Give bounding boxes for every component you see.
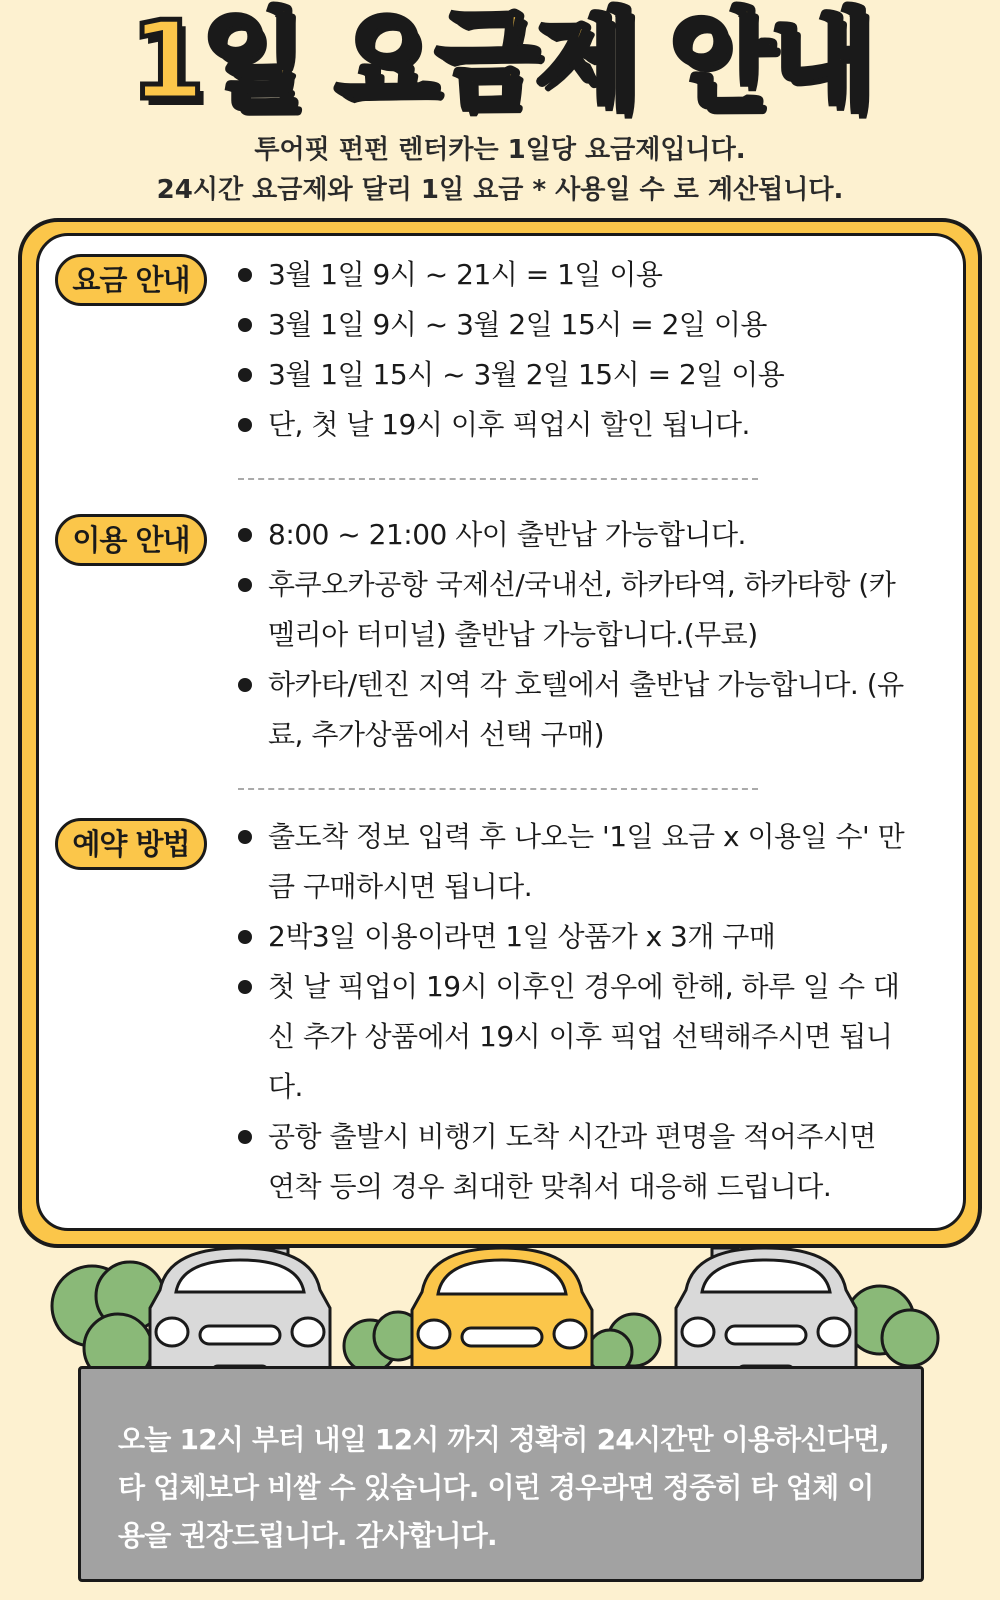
section-divider [238,478,758,480]
list-item: 3월 1일 15시 ~ 3월 2일 15시 = 2일 이용 [230,350,910,400]
list-item: 2박3일 이용이라면 1일 상품가 x 3개 구매 [230,912,910,962]
page-subtitle [0,130,1000,210]
subtitle-line-2: 24시간 요금제와 달리 1일 요금 * 사용일 수 로 계산됩니다. [156,175,844,205]
booking-method-badge: 예약 방법 [55,818,207,870]
usage-info-badge: 이용 안내 [55,514,207,566]
bullet-icon [238,368,252,382]
bush-icon [52,1262,164,1382]
notice-text: 오늘 12시 부터 내일 12시 까지 정확히 24시간만 이용하신다면, 타 업체보다 비쌀 수 있습니다. 이런 경우라면 정중히 타 업체 이용을 권장드립니다. 감사합니다. [118,1423,889,1552]
list-item: 첫 날 픽업이 19시 이후인 경우에 한해, 하루 일 수 대신 추가 상품에서 19시 이후 픽업 선택해주시면 됩니다. [230,962,910,1112]
bullet-icon [238,418,252,432]
booking-method-list [230,812,910,1212]
bullet-icon [238,528,252,542]
fee-info-list [230,250,910,450]
bullet-icon [238,930,252,944]
list-item: 후쿠오카공항 국제선/국내선, 하카타역, 하카타항 (카멜리아 터미널) 출반납 가능합니다.(무료) [230,560,910,660]
subtitle-line-1: 투어핏 펀펀 렌터카는 1일당 요금제입니다. [254,135,746,165]
bullet-icon [238,830,252,844]
bullet-icon [238,578,252,592]
bush-icon [344,1312,422,1372]
list-item: 8:00 ~ 21:00 사이 출반납 가능합니다. [230,510,910,560]
bush-icon [846,1286,938,1366]
bush-icon [588,1314,660,1374]
list-item: 출도착 정보 입력 후 나오는 '1일 요금 x 이용일 수' 만큼 구매하시면 됩니다. [230,812,910,912]
bullet-icon [238,318,252,332]
bullet-icon [238,268,252,282]
list-item: 3월 1일 9시 ~ 21시 = 1일 이용 [230,250,910,300]
bullet-icon [238,1130,252,1144]
list-item: 공항 출발시 비행기 도착 시간과 편명을 적어주시면 연착 등의 경우 최대한 맞춰서 대응해 드립니다. [230,1112,910,1212]
list-item: 3월 1일 9시 ~ 3월 2일 15시 = 2일 이용 [230,300,910,350]
usage-info-list [230,510,910,760]
section-divider [238,788,758,790]
list-item: 하카타/텐진 지역 각 호텔에서 출반납 가능합니다. (유료, 추가상품에서 선택 구매) [230,660,910,760]
page-title: 1일 요금제 안내 [129,0,871,124]
list-item: 단, 첫 날 19시 이후 픽업시 할인 됩니다. [230,400,910,450]
bullet-icon [238,678,252,692]
fee-info-badge: 요금 안내 [55,254,207,306]
bullet-icon [238,980,252,994]
